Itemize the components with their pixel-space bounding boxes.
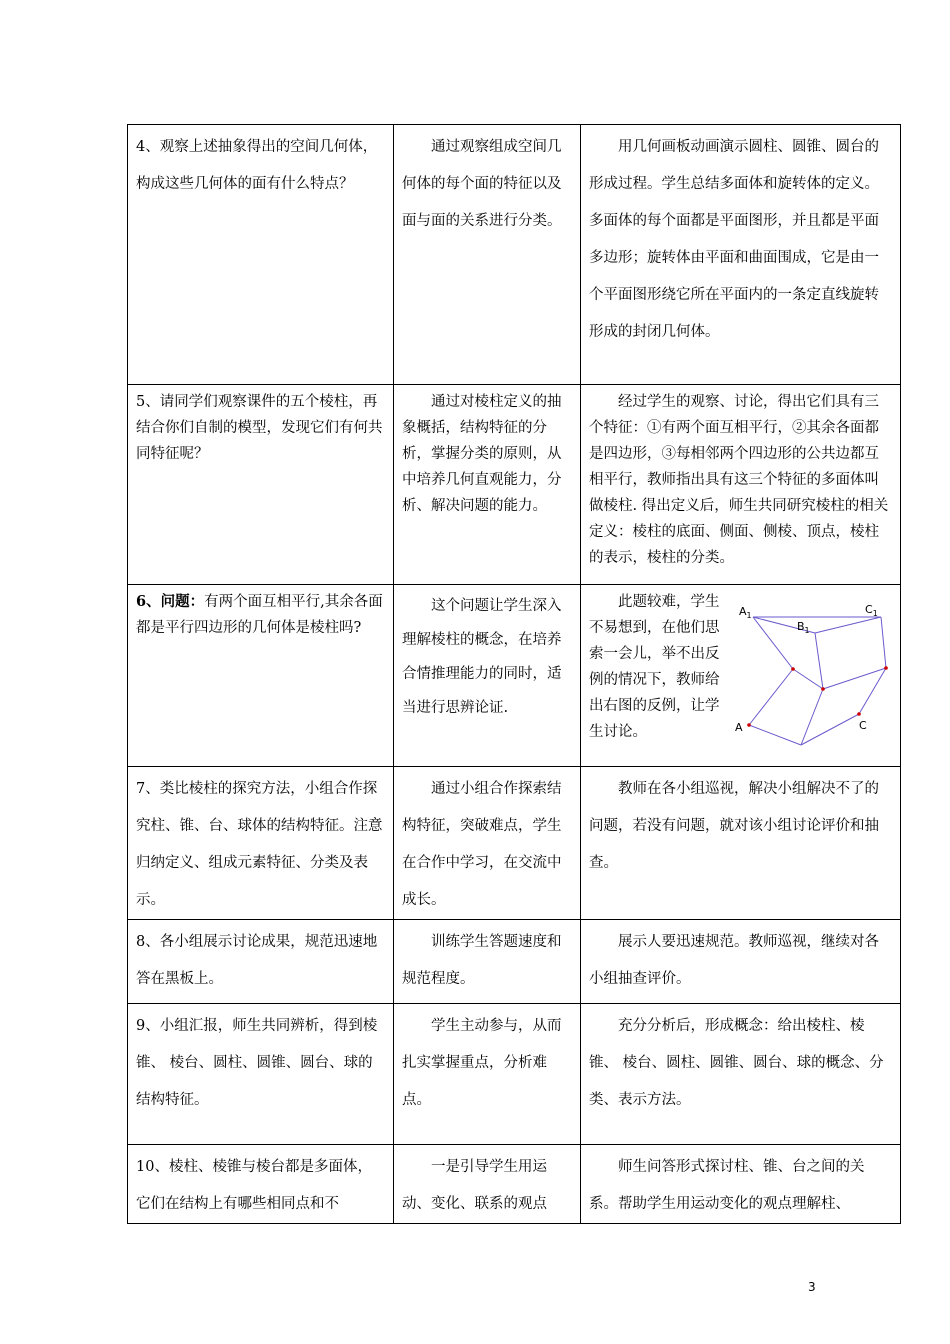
label-c: C xyxy=(859,719,867,732)
figure-edge xyxy=(815,633,823,689)
method-cell: 教师在各小组巡视，解决小组解决不了的问题，若没有问题，就对该小组讨论评价和抽查。 xyxy=(581,767,901,920)
figure-edge xyxy=(749,669,793,725)
figure-edge xyxy=(793,669,823,689)
activity-cell: 4、观察上述抽象得出的空间几何体，构成这些几何体的面有什么特点？ xyxy=(128,125,394,385)
figure-point xyxy=(821,687,825,691)
figure-edge xyxy=(749,725,801,745)
method-cell: 充分分析后，形成概念：给出棱柱、棱锥、 棱台、圆柱、圆锥、圆台、球的概念、分类、表示方法。 xyxy=(581,1004,901,1145)
figure-edge xyxy=(753,617,793,669)
label-c1: $C_1$ xyxy=(865,603,878,618)
figure-point xyxy=(884,666,888,670)
intent-cell: 通过对棱柱定义的抽象概括，结构特征的分析，掌握分类的原则，从中培养几何直观能力，分析、解决问题的能力。 xyxy=(394,385,581,585)
table-row xyxy=(128,767,901,920)
method-cell: 经过学生的观察、讨论，得出它们具有三个特征：①有两个面互相平行，②其余各面都是四边形，③每相邻两个四边形的公共边都互相平行，教师指出具有这三个特征的多面体叫做棱柱. 得出定义后，师生共同研究棱柱的相关定义：棱柱的底面、侧面、侧棱、顶点，棱柱的表示，棱柱的分类。 xyxy=(581,385,901,585)
table-row xyxy=(128,1145,901,1224)
table-row xyxy=(128,125,901,385)
table-row xyxy=(128,385,901,585)
label-a1: $A_1$ xyxy=(739,605,752,620)
intent-cell: 学生主动参与，从而扎实掌握重点，分析难点。 xyxy=(394,1004,581,1145)
activity-cell: 9、小组汇报，师生共同辨析，得到棱锥、 棱台、圆柱、圆锥、圆台、球的结构特征。 xyxy=(128,1004,394,1145)
figure-edge xyxy=(881,617,886,668)
lesson-plan-table xyxy=(127,124,901,1224)
figure-edge xyxy=(823,668,886,689)
method-cell: 师生问答形式探讨柱、锥、台之间的关系。帮助学生用运动变化的观点理解柱、 xyxy=(581,1145,901,1224)
activity-cell: 7、类比棱柱的探究方法，小组合作探究柱、锥、台、球体的结构特征。注意归纳定义、组成元素特征、分类及表示。 xyxy=(128,767,394,920)
intent-cell: 一是引导学生用运动、变化、联系的观点 xyxy=(394,1145,581,1224)
intent-cell: 这个问题让学生深入理解棱柱的概念，在培养合情推理能力的同时，适当进行思辨论证. xyxy=(394,585,581,767)
page-number: 3 xyxy=(808,1280,816,1294)
table-row xyxy=(128,585,901,767)
activity-cell: 5、请同学们观察课件的五个棱柱，再结合你们自制的模型，发现它们有何共同特征呢？ xyxy=(128,385,394,585)
activity-cell: 6、问题：有两个面互相平行,其余各面都是平行四边形的几何体是棱柱吗? xyxy=(128,585,394,767)
counterexample-figure xyxy=(737,597,897,757)
figure-point xyxy=(791,667,795,671)
question-label: 6、问题： xyxy=(136,593,205,610)
method-cell: 此题较难，学生不易想到，在他们思索一会儿，举不出反例的情况下，教师给出右图的反例，让学生讨论。 $A_1$ $B_1$ $C_1$ A C xyxy=(581,585,901,767)
activity-cell: 10、棱柱、棱锥与棱台都是多面体，它们在结构上有哪些相同点和不 xyxy=(128,1145,394,1224)
label-a: A xyxy=(735,721,743,734)
figure-edge xyxy=(801,689,823,745)
figure-edge xyxy=(815,617,881,633)
method-cell: 展示人要迅速规范。教师巡视，继续对各小组抽查评价。 xyxy=(581,920,901,1004)
figure-edge xyxy=(801,714,859,745)
intent-cell: 通过小组合作探索结构特征，突破难点，学生在合作中学习，在交流中成长。 xyxy=(394,767,581,920)
intent-cell: 训练学生答题速度和规范程度。 xyxy=(394,920,581,1004)
intent-cell: 通过观察组成空间几何体的每个面的特征以及面与面的关系进行分类。 xyxy=(394,125,581,385)
activity-cell: 8、各小组展示讨论成果，规范迅速地答在黑板上。 xyxy=(128,920,394,1004)
figure-point xyxy=(747,723,751,727)
figure-point xyxy=(857,712,861,716)
table-row xyxy=(128,920,901,1004)
figure-edge xyxy=(859,668,886,714)
table-row xyxy=(128,1004,901,1145)
method-cell: 用几何画板动画演示圆柱、圆锥、圆台的形成过程。学生总结多面体和旋转体的定义。多面体的每个面都是平面图形，并且都是平面多边形；旋转体由平面和曲面围成，它是由一个平面图形绕它所在平面内的一条定直线旋转形成的封闭几何体。 xyxy=(581,125,901,385)
label-b1: $B_1$ xyxy=(797,620,810,635)
